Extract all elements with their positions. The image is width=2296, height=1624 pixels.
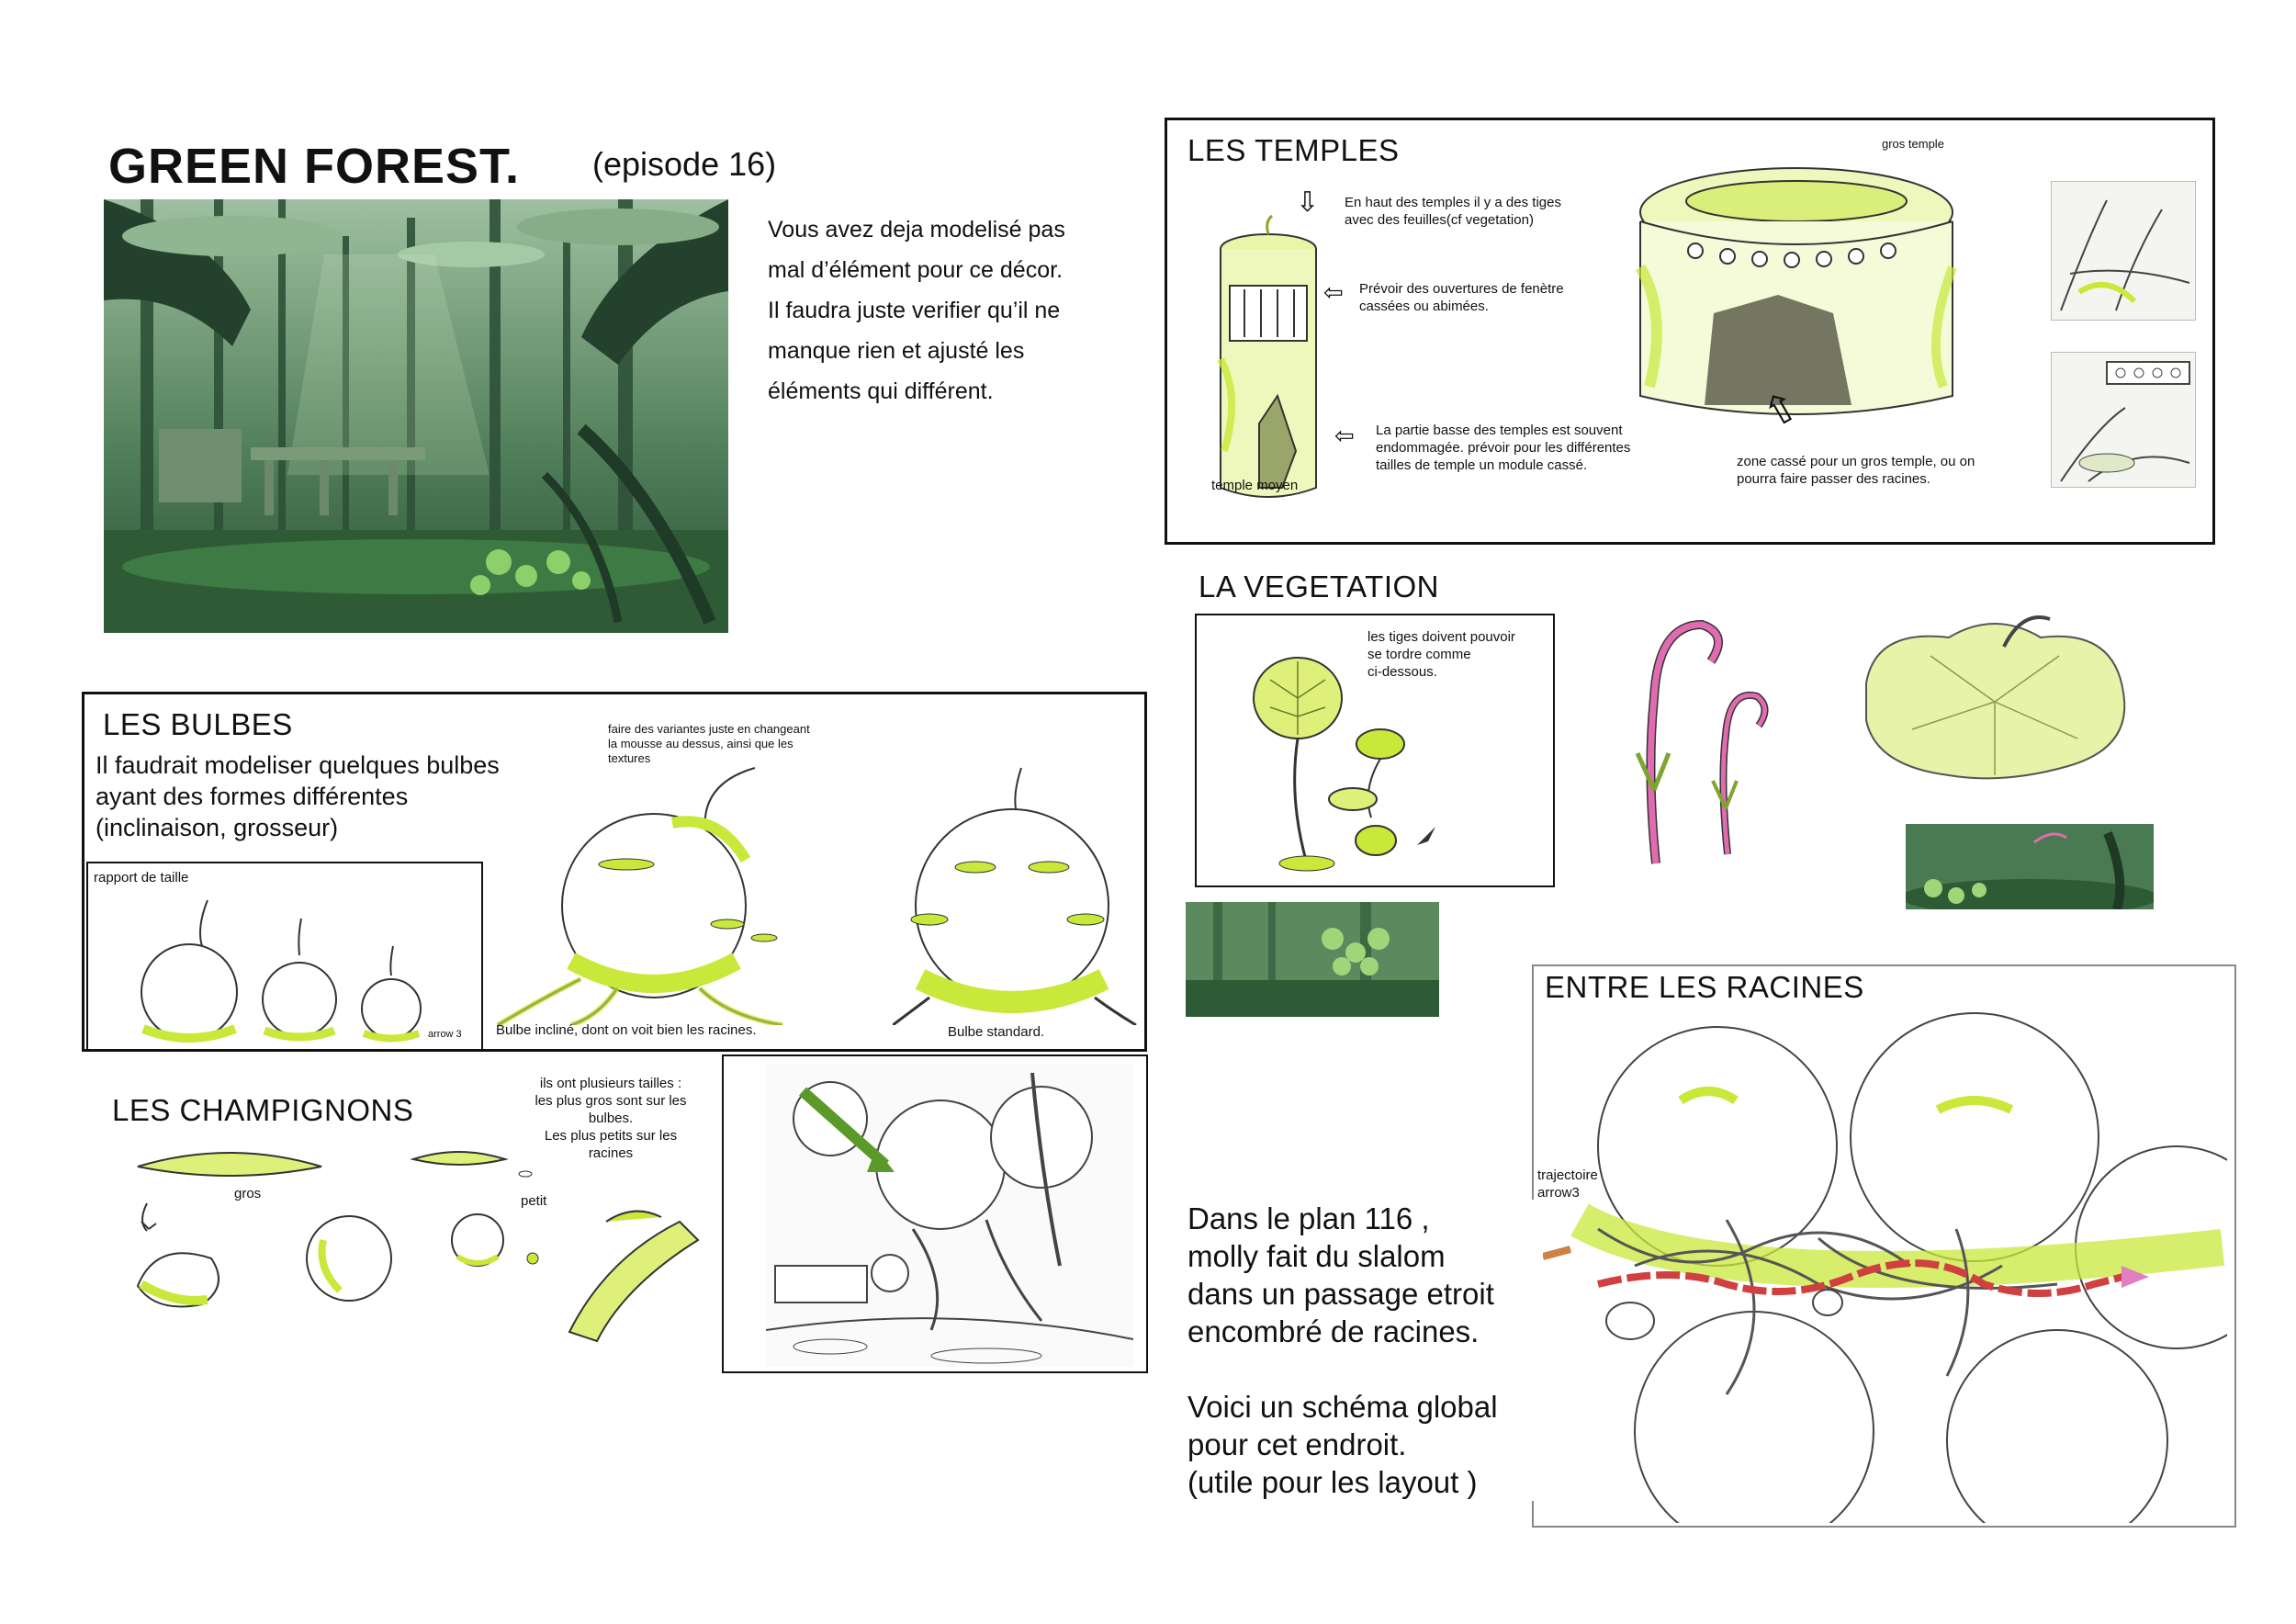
note-line: pourra faire passer des racines. <box>1737 471 1930 487</box>
intro-text <box>768 209 1154 412</box>
desc-line: molly fait du slalom <box>1187 1239 1446 1273</box>
note-line: ils ont plusieurs tailles : <box>539 1076 682 1091</box>
desc-line: pour cet endroit. <box>1187 1427 1407 1461</box>
bulbes-description <box>96 750 500 843</box>
temple-note-top <box>1345 194 1561 229</box>
desc-line: Voici un schéma global <box>1187 1390 1498 1424</box>
note-line: endommagée. prévoir pour les différentes <box>1376 440 1631 456</box>
temple-medium-label: temple moyen <box>1211 478 1299 493</box>
temple-note-broken <box>1737 453 1975 488</box>
note-line: faire des variantes juste en changeant <box>608 722 810 736</box>
intro-line: manque rien et ajusté les <box>768 338 1025 364</box>
note-line: En haut des temples il y a des tiges <box>1345 195 1561 210</box>
desc-line: (utile pour les layout ) <box>1187 1465 1478 1499</box>
arrow-icon: ⇩ <box>1296 187 1320 218</box>
temple-reference-sketch <box>2051 352 2196 488</box>
note-line: la mousse au dessus, ainsi que les <box>608 737 793 750</box>
pink-stems-sketch <box>1555 588 1790 884</box>
bulb-inclined-label: Bulbe incliné, dont on voit bien les racines. <box>496 1022 757 1038</box>
bulb-inclined-sketch <box>489 750 874 1025</box>
temple-reference-sketch <box>2051 181 2196 321</box>
mushroom-big-label: gros <box>234 1186 262 1201</box>
page-title: GREEN FOREST. <box>108 139 521 194</box>
note-line: zone cassé pour un gros temple, ou on <box>1737 454 1975 469</box>
note-line: racines <box>588 1145 634 1161</box>
desc-line: dans un passage etroit <box>1187 1277 1494 1311</box>
desc-line: Dans le plan 116 , <box>1187 1201 1430 1235</box>
temple-note-base <box>1376 422 1630 474</box>
bulb-scene-panel <box>722 1054 1148 1373</box>
racines-title: ENTRE LES RACINES <box>1545 970 1864 1004</box>
note-line: Les plus petits sur les <box>544 1128 678 1144</box>
note-line: avec des feuilles(cf vegetation) <box>1345 212 1534 228</box>
intro-line: Vous avez deja modelisé pas <box>768 217 1065 242</box>
champignons-title: LES CHAMPIGNONS <box>112 1093 414 1127</box>
arrow-3-label: arrow 3 <box>428 1029 462 1040</box>
vegetation-panel <box>1195 614 1555 887</box>
bulb-size-sketch <box>107 891 456 1047</box>
intro-line: éléments qui différent. <box>768 378 994 404</box>
note-line: bulbes. <box>588 1111 634 1126</box>
bulbes-title: LES BULBES <box>103 707 293 741</box>
vegetation-color-strip <box>1906 824 2154 909</box>
note-line: cassées ou abimées. <box>1359 299 1489 314</box>
temple-big-label: gros temple <box>1882 137 1944 151</box>
size-ratio-box <box>86 862 483 1051</box>
bulb-standard-sketch <box>893 759 1141 1025</box>
note-line: tailles de temple un module cassé. <box>1376 457 1588 473</box>
arrow-icon: ⇧ <box>1755 382 1807 438</box>
vegetation-title: LA VEGETATION <box>1199 570 1440 603</box>
temple-medium-sketch <box>1204 212 1333 561</box>
roots-scene-sketch <box>1543 1009 2227 1523</box>
note-line: ci-dessous. <box>1367 664 1437 680</box>
racines-description <box>1187 1200 1536 1501</box>
desc-line: Il faudrait modeliser quelques bulbes <box>96 751 500 779</box>
key-art-painting <box>104 199 728 633</box>
episode-label: (episode 16) <box>592 145 777 183</box>
temples-panel <box>1165 118 2215 545</box>
temple-note-windows <box>1359 280 1564 315</box>
racines-panel <box>1532 964 2236 1528</box>
note-line: arrow3 <box>1537 1185 1580 1201</box>
bulb-scene-sketch <box>766 1064 1133 1367</box>
vegetation-note <box>1367 628 1515 681</box>
vegetation-render-strip <box>1186 902 1439 1017</box>
trajectory-label <box>1537 1167 1598 1201</box>
mushroom-sketches <box>129 1130 726 1350</box>
arrow-icon: ⇦ <box>1334 422 1355 449</box>
bulbes-panel <box>82 692 1147 1052</box>
arrow-icon: ⇦ <box>1323 278 1344 306</box>
note-line: les tiges doivent pouvoir <box>1367 629 1515 645</box>
note-line: Prévoir des ouvertures de fenètre <box>1359 281 1564 297</box>
note-line: La partie basse des temples est souvent <box>1376 423 1623 438</box>
intro-line: mal d’élément pour ce décor. <box>768 257 1064 283</box>
intro-line: Il faudra juste verifier qu’il ne <box>768 298 1061 323</box>
temples-title: LES TEMPLES <box>1187 133 1400 167</box>
desc-line: (inclinaison, grosseur) <box>96 814 339 841</box>
desc-line: encombré de racines. <box>1187 1314 1480 1348</box>
note-line: textures <box>608 751 651 765</box>
mushroom-small-label: petit <box>521 1193 547 1209</box>
note-line: se tordre comme <box>1367 647 1471 662</box>
note-line: les plus gros sont sur les <box>535 1093 687 1109</box>
size-ratio-label: rapport de taille <box>94 870 189 885</box>
big-leaf-sketch <box>1839 592 2142 799</box>
note-line: trajectoire <box>1537 1167 1598 1183</box>
bulb-standard-label: Bulbe standard. <box>948 1024 1045 1040</box>
desc-line: ayant des formes différentes <box>96 783 409 810</box>
